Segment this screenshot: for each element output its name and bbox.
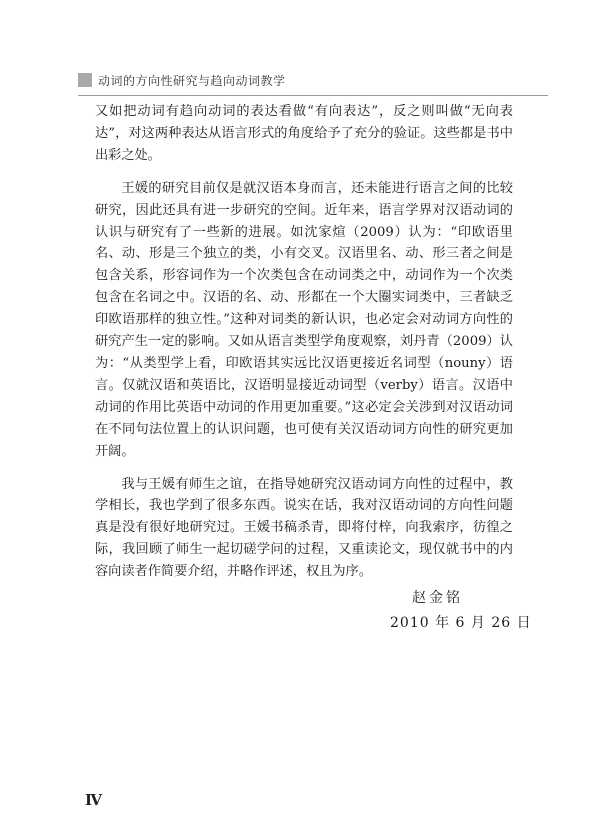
signature-date: 2010 年 6 月 26 日 bbox=[390, 615, 532, 631]
paragraph: 我与王媛有师生之谊，在指导她研究汉语动词方向性的过程中，教学相长，我也学到了很多东西。说实在话，我对汉语动词的方向性问题真是没有很好地研究过。王媛书稿杀青，即将付梓，向我索序，彷徨之际，我回顾了师生一起切磋学问的过程，又重读论文，现仅就书中的内容向读者作简要介绍，并略作评述，权且为序。 bbox=[95, 476, 513, 580]
author-signature: 赵金铭 bbox=[412, 590, 463, 606]
paragraph: 王媛的研究目前仅是就汉语本身而言，还未能进行语言之间的比较研究，因此还具有进一步研究的空间。近年来，语言学界对汉语动词的认识与研究有了一些新的进展。如沈家煊（2009）认为：“印欧语里名、动、形是三个独立的类，小有交叉。汉语里名、动、形三者之间是包含关系，形容词作为一个次类包含在动词类之中，动词作为一个次类包含在名词之中。汉语的名、动、形都在一个大圈实词类中，三者缺乏印欧语那样的独立性。”这种对词类的新认识，也必定会对动词方向性的研究产生一定的影响。又如从语言类型学角度观察，刘丹青（2009）认为：“从类型学上看，印欧语其实远比汉语更接近名词型（nouny）语言。仅就汉语和英语比，汉语明显接近动词型（verby）语言。汉语中动词的作用比英语中动词的作用更加重要。”这必定会关涉到对汉语动词在不同句法位置上的认识问题，也可使有关汉语动词方向性的研究更加开阔。 bbox=[95, 180, 513, 459]
running-header bbox=[78, 69, 548, 96]
running-header-title: 动词的方向性研究与趋向动词教学 bbox=[98, 74, 286, 88]
page-number: Ⅳ bbox=[85, 791, 103, 809]
body-text bbox=[95, 101, 513, 583]
header-marker bbox=[78, 73, 92, 87]
paragraph-continued: 又如把动词有趋向动词的表达看做“有向表达”，反之则叫做“无向表达”，对这两种表达从语言形式的角度给予了充分的验证。这些都是书中出彩之处。 bbox=[95, 104, 513, 163]
